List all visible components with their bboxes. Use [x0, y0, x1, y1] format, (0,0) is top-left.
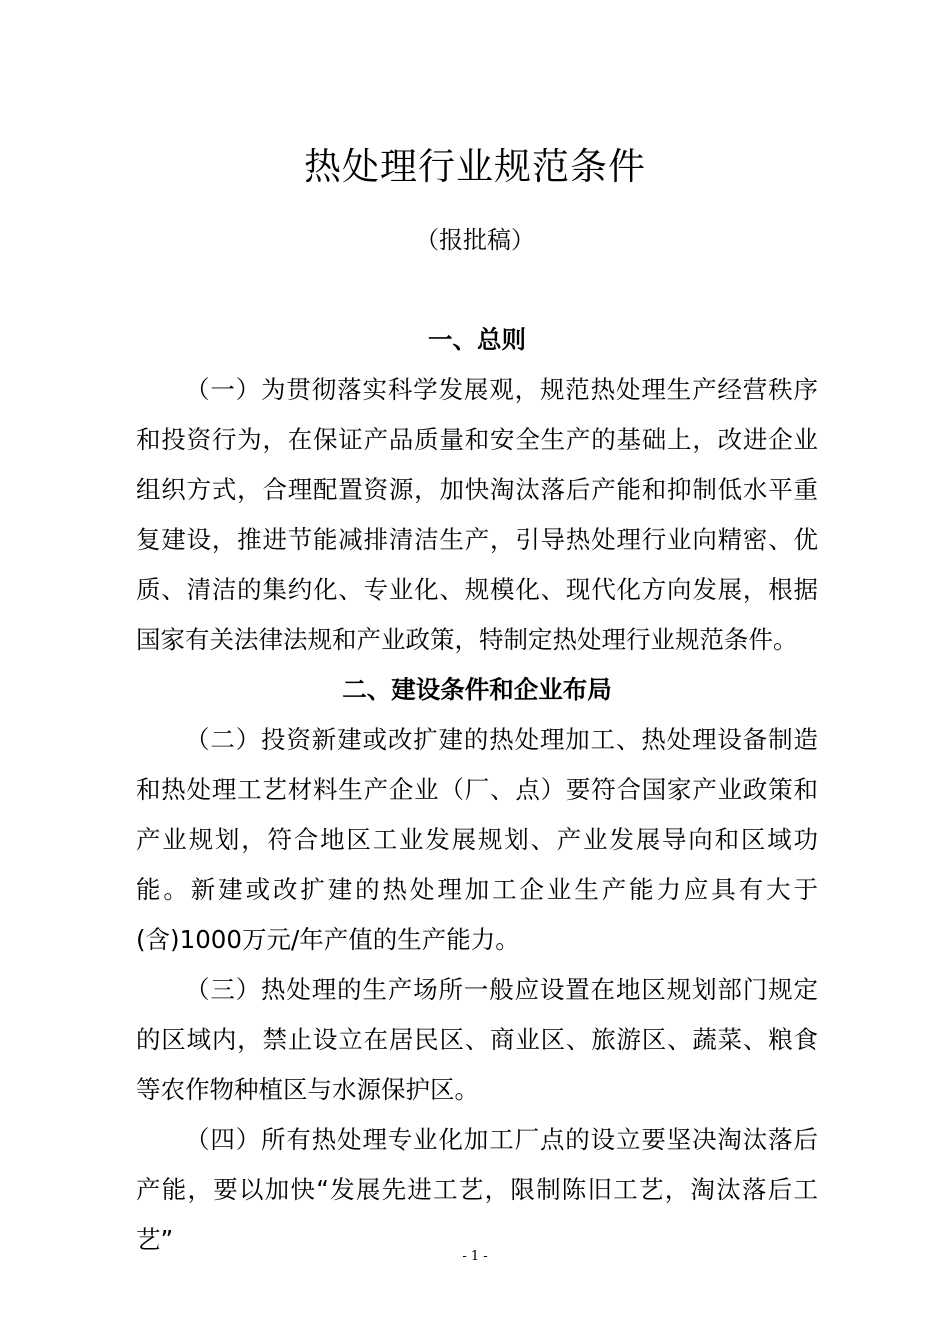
document-subtitle: （报批稿） — [415, 226, 535, 254]
document-body — [136, 315, 818, 1265]
paragraph: （四）所有热处理专业化加工厂点的设立要坚决淘汰落后产能，要以加快“发展先进工艺，限制陈旧工艺，淘汰落后工艺” — [136, 1125, 818, 1254]
section-heading: 一、总则 — [428, 325, 526, 354]
section-general — [136, 315, 818, 665]
page-number: - 1 - — [462, 1249, 488, 1264]
paragraph: （三）热处理的生产场所一般应设置在地区规划部门规定的区域内，禁止设立在居民区、商业区、旅游区、蔬菜、粮食等农作物种植区与水源保护区。 — [136, 975, 818, 1104]
paragraph: （一）为贯彻落实科学发展观，规范热处理生产经营秩序和投资行为，在保证产品质量和安全生产的基础上，改进企业组织方式，合理配置资源，加快淘汰落后产能和抑制低水平重复建设，推进节能减排清洁生产，引导热处理行业向精密、优质、清洁的集约化、专业化、规模化、现代化方向发展，根据国家有关法律法规和产业政策，特制定热处理行业规范条件。 — [136, 375, 818, 654]
section-construction — [136, 665, 818, 1265]
section-heading: 二、建设条件和企业布局 — [342, 675, 612, 704]
document-title: 热处理行业规范条件 — [304, 145, 646, 188]
paragraph: （二）投资新建或改扩建的热处理加工、热处理设备制造和热处理工艺材料生产企业（厂、点）要符合国家产业政策和产业规划，符合地区工业发展规划、产业发展导向和区域功能。新建或改扩建的热处理加工企业生产能力应具有大于(含)1000万元/年产值的生产能力。 — [136, 725, 818, 954]
